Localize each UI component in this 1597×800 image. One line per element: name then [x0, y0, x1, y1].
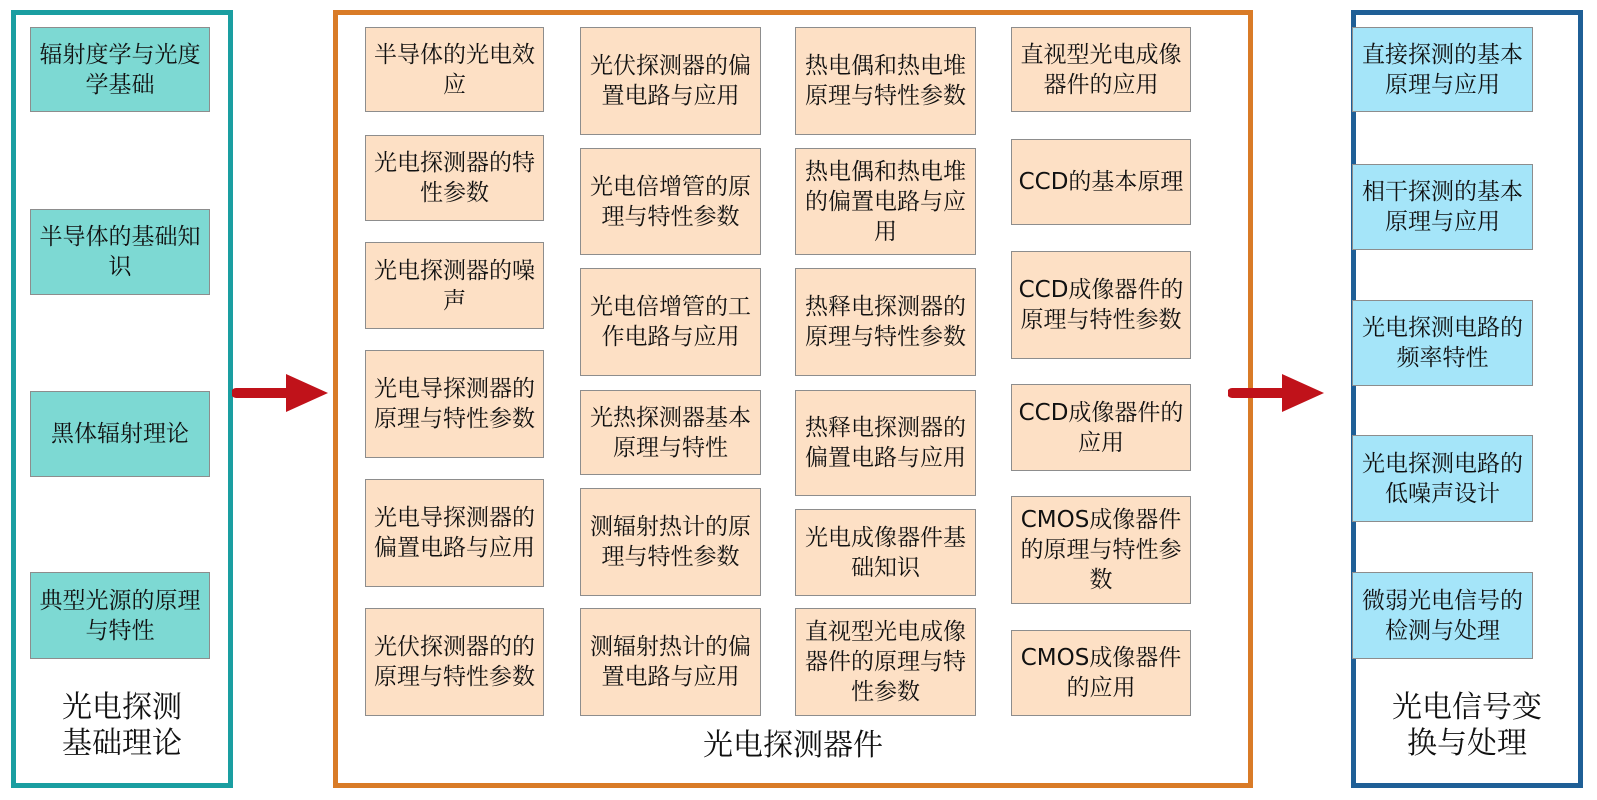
- device-item: 光电探测器的特性参数: [365, 135, 544, 221]
- device-item: CMOS成像器件的原理与特性参数: [1011, 496, 1191, 604]
- right-item: 光电探测电路的低噪声设计: [1352, 435, 1533, 522]
- device-item: 直视型光电成像器件的原理与特性参数: [795, 608, 976, 716]
- device-item: 热电偶和热电堆原理与特性参数: [795, 27, 976, 135]
- device-item: 测辐射热计的原理与特性参数: [580, 488, 761, 596]
- device-item: 直视型光电成像器件的应用: [1011, 27, 1191, 112]
- right-item: 直接探测的基本原理与应用: [1352, 27, 1533, 112]
- device-item: 半导体的光电效应: [365, 27, 544, 112]
- left-panel-title: 光电探测 基础理论: [62, 690, 182, 761]
- device-item: 热释电探测器的原理与特性参数: [795, 268, 976, 376]
- right-arrow-icon: [1228, 372, 1328, 414]
- device-item: 光伏探测器的偏置电路与应用: [580, 27, 761, 135]
- left-item: 黑体辐射理论: [30, 391, 210, 477]
- right-item: 相干探测的基本原理与应用: [1352, 164, 1533, 250]
- middle-panel-title: 光电探测器件: [703, 728, 883, 763]
- device-item: 热释电探测器的偏置电路与应用: [795, 390, 976, 496]
- signal-processing-panel: [1351, 10, 1583, 788]
- right-item: 光电探测电路的频率特性: [1352, 300, 1533, 386]
- device-item: 热电偶和热电堆的偏置电路与应用: [795, 148, 976, 255]
- device-item: 光电探测器的噪声: [365, 242, 544, 329]
- left-item: 典型光源的原理与特性: [30, 572, 210, 659]
- right-item: 微弱光电信号的检测与处理: [1352, 572, 1533, 659]
- device-item: CCD成像器件的原理与特性参数: [1011, 251, 1191, 359]
- device-item: 光电导探测器的偏置电路与应用: [365, 479, 544, 587]
- left-item: 辐射度学与光度学基础: [30, 27, 210, 112]
- device-item: 光电成像器件基础知识: [795, 509, 976, 596]
- device-item: CMOS成像器件的应用: [1011, 630, 1191, 716]
- device-item: 光伏探测器的的原理与特性参数: [365, 608, 544, 716]
- device-item: 光热探测器基本原理与特性: [580, 390, 761, 475]
- right-panel-title: 光电信号变 换与处理: [1392, 690, 1542, 761]
- right-arrow-icon: [232, 372, 332, 414]
- device-item: 测辐射热计的偏置电路与应用: [580, 608, 761, 716]
- device-item: 光电倍增管的原理与特性参数: [580, 148, 761, 255]
- device-item: CCD成像器件的应用: [1011, 384, 1191, 471]
- device-item: 光电导探测器的原理与特性参数: [365, 350, 544, 458]
- device-item: 光电倍增管的工作电路与应用: [580, 268, 761, 376]
- left-item: 半导体的基础知识: [30, 209, 210, 295]
- device-item: CCD的基本原理: [1011, 139, 1191, 225]
